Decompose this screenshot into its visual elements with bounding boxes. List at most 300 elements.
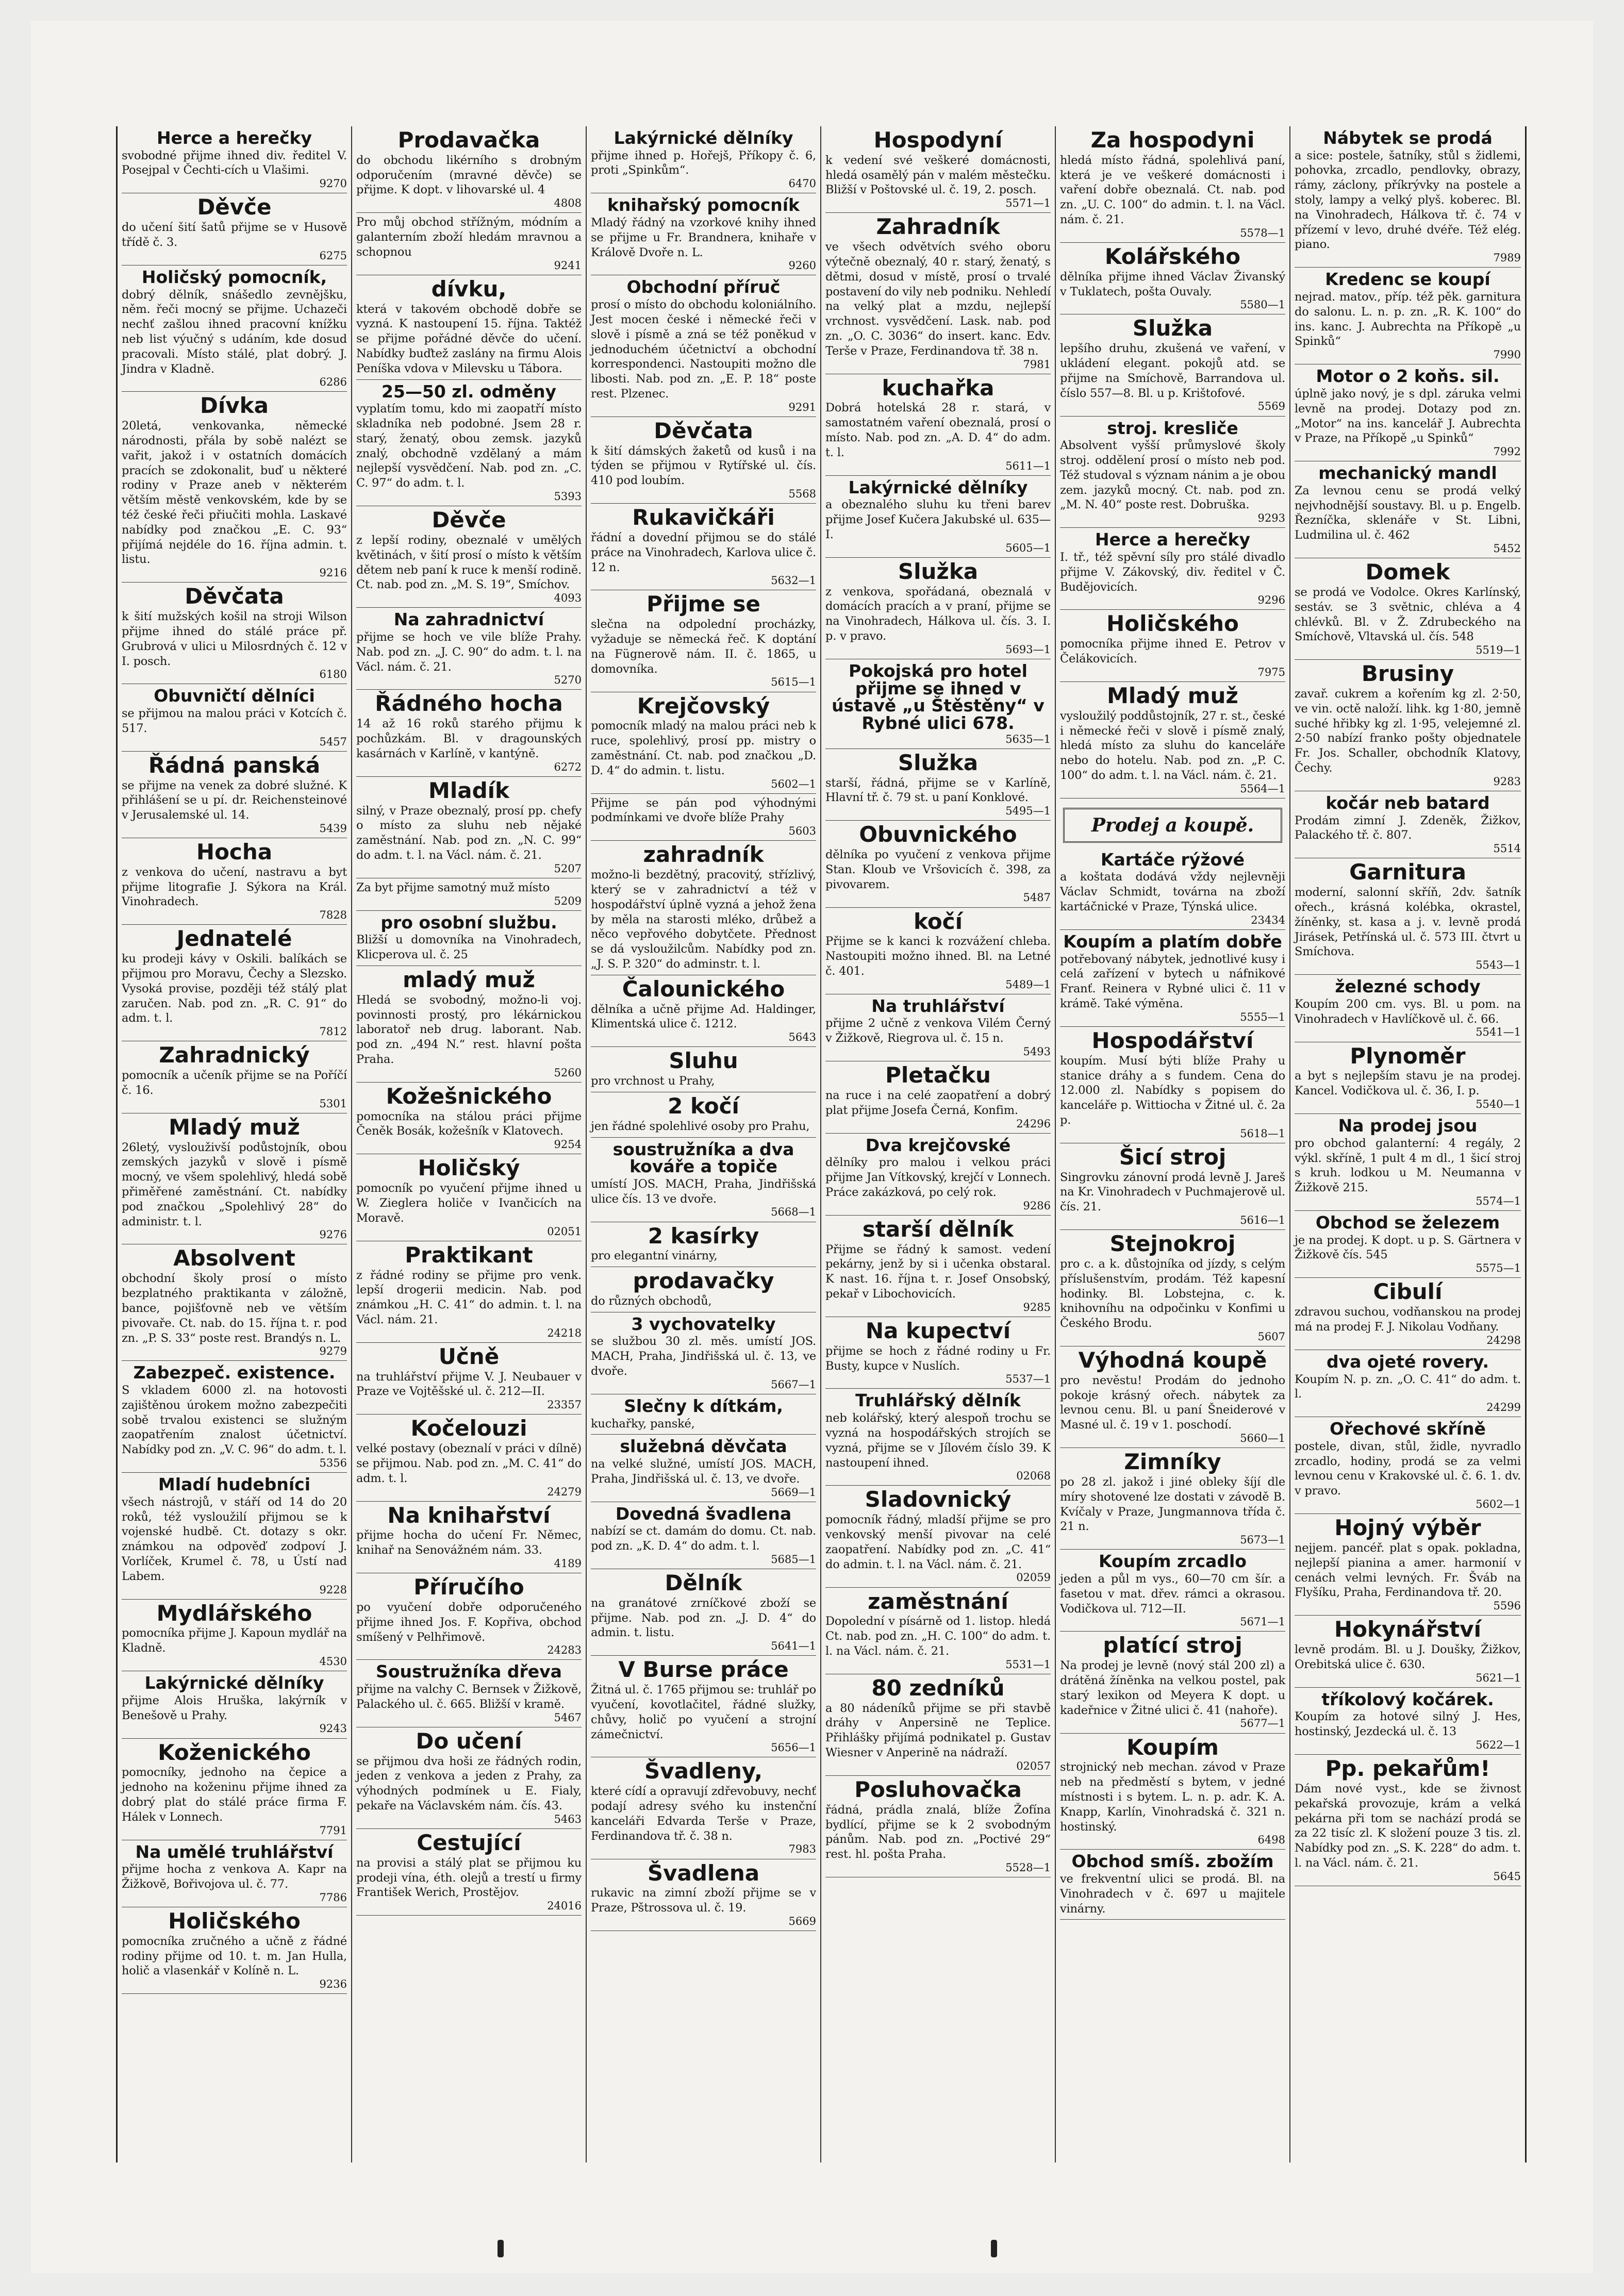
classified-ad bbox=[122, 1840, 347, 1907]
classified-ad bbox=[825, 1588, 1051, 1674]
ad-heading: Nábytek se prodá bbox=[1323, 128, 1493, 148]
ad-heading: mechanický mandl bbox=[1318, 463, 1497, 484]
ad-heading: Jednatelé bbox=[176, 926, 292, 952]
ad-text: Koupím 200 cm. vys. Bl. u pom. na Vinohradech v Havlíčkově ul. č. 66. bbox=[1295, 997, 1521, 1026]
ad-text: zdravou suchou, vodňanskou na prodej má na prodej F. J. Nikolau Vodňany. bbox=[1295, 1305, 1521, 1334]
ad-heading: Do učení bbox=[416, 1728, 522, 1754]
ad-heading: Hospodyní bbox=[873, 127, 1003, 153]
ad-text: na granátové zrníčkové zboží se přijme. Nab. pod zn. „J. D. 4“ do admin. t. listu. bbox=[591, 1596, 816, 1640]
classified-ad bbox=[356, 911, 582, 966]
ad-heading: Prodavačka bbox=[397, 127, 540, 153]
classified-ad bbox=[122, 193, 347, 265]
classified-ad bbox=[591, 193, 816, 275]
ad-text: starší, řádná, přijme se v Karlíně, Hlavní tř. č. 79 st. u paní Konklové. bbox=[825, 776, 1051, 805]
ad-heading: Zimníky bbox=[1124, 1449, 1221, 1475]
ad-heading: Motor o 2 koňs. sil. bbox=[1316, 366, 1500, 387]
ad-heading: Řádná panská bbox=[148, 752, 321, 778]
ad-heading: V Burse práce bbox=[618, 1657, 789, 1683]
ad-text: pomocníka zručného a učně z řádné rodiny přijme od 10. t. m. Jan Hulla, holič a vlasenkář v Kolíně n. L. bbox=[122, 1934, 347, 1978]
ad-text: Přijme se řádný k samost. vedení pekárny, jenž by si i učenka obstaral. K nast. 16. října t. r. Josef Onsobský, pekař v Libochovicích. bbox=[825, 1242, 1051, 1301]
classified-ad bbox=[356, 1727, 582, 1829]
classified-ad bbox=[825, 821, 1051, 907]
classified-ad bbox=[356, 966, 582, 1083]
ad-heading: Dělník bbox=[665, 1570, 742, 1596]
ad-text: přijme hocha do učení Fr. Němec, knihař na Senovážném nám. 33. bbox=[356, 1528, 582, 1557]
ad-code: 5685—1 bbox=[771, 1553, 816, 1566]
ad-code: 4189 bbox=[554, 1557, 582, 1570]
ad-heading: Absolvent bbox=[173, 1245, 295, 1271]
ad-code: 5645 bbox=[1493, 1870, 1521, 1883]
ad-text: a 80 nádeníků přijme se při stavbě dráhy v Anpersině ne Teplice. Přihlášky přijímá podnikatel p. Gustav Wiesner v Anperině na nádraží. bbox=[825, 1701, 1051, 1760]
classified-ad bbox=[825, 749, 1051, 821]
ad-code: 5602—1 bbox=[771, 777, 816, 790]
ad-heading: mladý muž bbox=[403, 967, 535, 992]
classified-ad bbox=[825, 476, 1051, 558]
classified-ad bbox=[1295, 1417, 1521, 1514]
ad-heading: služebná děvčata bbox=[620, 1436, 787, 1457]
ad-code: 24296 bbox=[1016, 1117, 1051, 1130]
ad-heading: stroj. kresliče bbox=[1107, 418, 1238, 438]
ad-heading: Služka bbox=[1132, 315, 1213, 341]
ad-code: 5393 bbox=[554, 490, 582, 503]
ad-heading: Kožešnického bbox=[386, 1083, 552, 1109]
classified-ad bbox=[825, 1317, 1051, 1389]
ad-code: 5555—1 bbox=[1240, 1010, 1285, 1023]
column-2 bbox=[352, 126, 587, 2162]
ad-heading: Kredenc se koupí bbox=[1325, 269, 1490, 290]
ad-code: 5487 bbox=[1023, 891, 1051, 904]
classified-ad bbox=[1060, 1230, 1285, 1346]
ad-text: přijme Alois Hruška, lakýrník v Benešově u Prahy. bbox=[122, 1693, 347, 1722]
ad-heading: Na truhlářství bbox=[871, 995, 1005, 1016]
ad-heading: Obuvničtí dělníci bbox=[154, 686, 315, 706]
classified-ad bbox=[1060, 1027, 1285, 1143]
classified-ad bbox=[122, 583, 347, 684]
ad-heading: Dovedná švadlena bbox=[615, 1503, 792, 1524]
ad-heading: Děvče bbox=[432, 507, 506, 533]
ad-heading: Mladík bbox=[428, 777, 509, 803]
classified-ad bbox=[122, 1739, 347, 1840]
ad-heading: Kočelouzi bbox=[410, 1416, 527, 1441]
classified-ad bbox=[1295, 461, 1521, 558]
ad-text: koupím. Musí býti blíže Prahy u stanice dráhy a s fundem. Cena do 12.000 zl. Nabídky s popisem do kanceláře p. Wittiocha v Žitné ul. č. 2a p. bbox=[1060, 1054, 1285, 1127]
ad-code: 5669—1 bbox=[771, 1486, 816, 1499]
ad-code: 9243 bbox=[319, 1722, 347, 1735]
ad-code: 5356 bbox=[319, 1457, 347, 1470]
ad-code: 5607 bbox=[1257, 1330, 1285, 1343]
ad-code: 23357 bbox=[547, 1399, 582, 1411]
classified-ad bbox=[1060, 930, 1285, 1027]
ad-text: a koštata dodává vždy nejlevněji Václav Schmidt, továrna na zboží kartáčnické v Praze, Týnská ulice. bbox=[1060, 870, 1285, 914]
ad-heading: Zabezpeč. existence. bbox=[133, 1362, 336, 1383]
ad-text: přijme 2 učně z venkova Vilém Černý v Žižkově, Riegrova ul. č. 15 n. bbox=[825, 1017, 1051, 1045]
ad-code: 24299 bbox=[1486, 1401, 1521, 1414]
ad-code: 5519—1 bbox=[1476, 644, 1521, 657]
ad-text: z venkova, spořádaná, obeznalá v domácích pracích a v praní, přijme se na Vinohradech, Hálkova ul. čís. 3. I. p. v pravo. bbox=[825, 585, 1051, 643]
ad-code: 7989 bbox=[1493, 252, 1521, 264]
page-mark-left bbox=[498, 2240, 504, 2257]
ad-code: 02057 bbox=[1016, 1759, 1051, 1772]
ad-code: 24218 bbox=[547, 1326, 582, 1339]
ad-code: 5207 bbox=[554, 862, 582, 875]
ad-code: 4530 bbox=[319, 1655, 347, 1668]
ad-code: 7975 bbox=[1257, 665, 1285, 678]
ad-text: pomocník mladý na malou práci neb k ruce, spolehlivý, prosí pp. mistry o zaměstnání. Ct. nab. pod značkou „D. D. 4“ do admin. t. listu. bbox=[591, 719, 816, 777]
classified-ad bbox=[1295, 1514, 1521, 1616]
ad-code: 5540—1 bbox=[1476, 1097, 1521, 1110]
ad-code: 5603 bbox=[788, 825, 816, 838]
ad-text: které cídí a opravují zdřevobuvy, nechť podají adresy svého ku instenční kanceláři Edvarda Terše v Praze, Ferdinandova tř. č. 38 n. bbox=[591, 1785, 816, 1843]
ad-code: 9286 bbox=[1023, 1199, 1051, 1212]
ad-text: Za byt přijme samotný muž místo bbox=[356, 880, 550, 894]
ad-text: silný, v Praze obeznalý, prosí pp. chefy o místo za sluhu neb nějaké zaměstnání. Nab. pod zn. „N. C. 99“ do adm. t. l. na Václ. nám. č. 21. bbox=[356, 804, 582, 862]
classified-columns bbox=[116, 126, 1527, 2162]
ad-heading: kočí bbox=[914, 908, 963, 934]
ad-text: vyplatím tomu, kdo mi zaopatří místo skladníka neb podobné. Jsem 28 r. starý, ženatý, obou zemsk. jazyků znalý, obchodně vzdělaný a mám nejlepší vysvědčení. Nab. pod zn. „C. C. 97“ do adm. t. l. bbox=[356, 402, 582, 490]
ad-heading: Lakýrnické dělníky bbox=[144, 1673, 324, 1693]
ad-text: obchodní školy prosí o místo bezplatného praktikanta v záložně, bance, pojišťovně neb ve větším pivovaře. Ct. nab. do 15. října t. r. pod zn. „P. S. 33“ poste rest. Brandýs n. L. bbox=[122, 1272, 347, 1345]
column-4 bbox=[821, 126, 1056, 2162]
classified-ad bbox=[1060, 682, 1285, 798]
ad-heading: Lakýrnické dělníky bbox=[848, 477, 1028, 497]
ad-heading: Truhlářský dělník bbox=[855, 1390, 1021, 1411]
ad-code: 7981 bbox=[1023, 358, 1051, 371]
ad-text: I. tř., též spěvní síly pro stálé divadlo přijme V. Zákovský, div. ředitel v Č. Budějovicích. bbox=[1060, 550, 1285, 594]
ad-heading: Dva krejčovské bbox=[865, 1135, 1011, 1155]
column-3 bbox=[587, 126, 821, 2162]
classified-ad bbox=[122, 265, 347, 392]
ad-text: lepšího druhu, zkušená ve vaření, v ukládení elegant. pokojů atd. se přijme na Smíchově, Barrandova ul. číslo 557—8. Bl. u p. Krištofové. bbox=[1060, 342, 1285, 400]
ad-heading: Dívka bbox=[200, 393, 269, 419]
classified-ad bbox=[356, 1241, 582, 1343]
classified-ad bbox=[356, 1415, 582, 1501]
ad-code: 5489—1 bbox=[1005, 978, 1051, 991]
ad-text: potřebovaný nábytek, jednotlivé kusy i celá zařízení v bytech u náfnikové Franť. Reinera v Rybné ulici č. 11 v krámě. Také výměna. bbox=[1060, 952, 1285, 1011]
classified-ad bbox=[825, 1776, 1051, 1877]
ad-heading: 2 kasírky bbox=[648, 1223, 759, 1249]
classified-ad bbox=[591, 1656, 816, 1757]
classified-ad bbox=[356, 1829, 582, 1916]
classified-ad bbox=[122, 1361, 347, 1473]
ad-code: 02051 bbox=[547, 1225, 582, 1238]
classified-ad bbox=[591, 1394, 816, 1435]
ad-heading: 25—50 zl. odměny bbox=[382, 381, 556, 402]
classified-ad bbox=[1295, 558, 1521, 660]
classified-ad bbox=[1060, 1346, 1285, 1448]
ad-heading: Praktikant bbox=[405, 1242, 533, 1268]
classified-ad bbox=[1295, 1755, 1521, 1886]
classified-ad bbox=[1060, 314, 1285, 416]
classified-ad bbox=[1295, 975, 1521, 1042]
ad-code: 02068 bbox=[1016, 1470, 1051, 1483]
ad-code: 9293 bbox=[1257, 512, 1285, 525]
classified-ad bbox=[356, 1343, 582, 1415]
ad-text: strojnický neb mechan. závod v Praze neb na předměstí s bytem, v jedné místnosti i s bytem. L. n. p. adr. K. A. Knapp, Karlín, Vinohradská č. 321 n. hostinský. bbox=[1060, 1760, 1285, 1834]
classified-ad bbox=[825, 659, 1051, 749]
ad-heading: dva ojeté rovery. bbox=[1326, 1351, 1489, 1372]
classified-ad bbox=[591, 975, 816, 1047]
ad-text: se službou 30 zl. měs. umístí JOS. MACH, Praha, Jindřišská ul. č. 13, ve dvoře. bbox=[591, 1335, 816, 1378]
classified-ad bbox=[591, 1569, 816, 1656]
classified-ad bbox=[1295, 364, 1521, 461]
classified-ad bbox=[122, 684, 347, 751]
ad-code: 5596 bbox=[1493, 1600, 1521, 1612]
classified-ad bbox=[825, 1216, 1051, 1317]
ad-code: 4093 bbox=[554, 592, 582, 605]
ad-heading: soustružníka a dva kováře a topiče bbox=[612, 1139, 794, 1177]
ad-code: 5615—1 bbox=[771, 676, 816, 689]
ad-text: 14 až 16 roků starého přijmu k pochůzkám. Bl. v dragounských kasárnách v Karlíně, v kantýně. bbox=[356, 717, 582, 760]
ad-code: 23434 bbox=[1251, 913, 1285, 926]
ad-heading: Koupím bbox=[1126, 1734, 1219, 1760]
classified-ad bbox=[825, 213, 1051, 374]
ad-text: přijme se hoch ve vile blíže Prahy. Nab. pod zn. „J. C. 90“ do adm. t. l. na Václ. nám. č. 21. bbox=[356, 630, 582, 674]
ad-heading: Hospodářství bbox=[1091, 1027, 1254, 1053]
ad-text: jen řádné spolehlivé osoby pro Prahu, bbox=[591, 1119, 810, 1133]
ad-code: 5677—1 bbox=[1240, 1717, 1285, 1730]
ad-code: 7786 bbox=[319, 1891, 347, 1904]
classified-ad bbox=[1295, 126, 1521, 268]
classified-ad bbox=[1060, 1850, 1285, 1920]
classified-ad bbox=[122, 752, 347, 838]
ad-heading: Soustružníka dřeva bbox=[376, 1661, 562, 1682]
ad-text: Za levnou cenu se prodá velký nejvhodnější soustavy. Bl. u p. Engelb. Řezníčka, sklenáře v St. Libni, Ludmilina ul. č. 462 bbox=[1295, 484, 1521, 542]
ad-text: pro c. a k. důstojníka od jízdy, s celým příslušenstvím, prodám. Též kapesní hodinky. Bl. Lobstejna, c. k. knihovníhu na odpočinku v Konfimi u Českého Brodu. bbox=[1060, 1257, 1285, 1330]
ad-code: 5463 bbox=[554, 1812, 582, 1825]
ad-code: 5578—1 bbox=[1240, 226, 1285, 239]
classified-ad bbox=[1295, 791, 1521, 858]
classified-ad bbox=[1295, 1350, 1521, 1417]
ad-heading: Služka bbox=[898, 558, 979, 584]
ad-code: 5260 bbox=[554, 1066, 582, 1079]
ad-heading: pro osobní službu. bbox=[380, 912, 557, 933]
ad-code: 6286 bbox=[319, 376, 347, 389]
ad-heading: železné schody bbox=[1335, 976, 1481, 997]
ad-heading: Sladovnický bbox=[865, 1487, 1012, 1512]
ad-heading: Koupím zrcadlo bbox=[1099, 1551, 1247, 1572]
ad-text: pomocník a učeník přijme se na Poříčí č. 16. bbox=[122, 1069, 347, 1097]
classified-ad bbox=[591, 1092, 816, 1138]
classified-ad bbox=[591, 1047, 816, 1092]
ad-text: 26letý, vyslouživší podůstojník, obou zemských jazyků v slově i písmě mocný, ve všem spolehlivý, hledá sobě přiměřené zaměstnání. Ct. nabídky pod značkou „Spolehlivý 28“ do administr. t. l. bbox=[122, 1140, 347, 1228]
ad-text: po vyučení dobře odporučeného přijme ihned Jos. F. Kopřiva, obchod smíšený v Pelhřimově. bbox=[356, 1600, 582, 1644]
classified-ad bbox=[591, 1267, 816, 1312]
ad-heading: Obuvnického bbox=[859, 822, 1017, 847]
classified-ad bbox=[591, 692, 816, 794]
ad-text: řádní a dovední přijmou se do stálé práce na Vinohradech, Karlova ulice č. 12 n. bbox=[591, 530, 816, 574]
ad-text: a sice: postele, šatníky, stůl s židlemi, pohovka, zrcadlo, pendlovky, obrazy, rámy, záclony, příkrývky na postele a stoly, lampy a velký plyš. koberec. Bl. na Vinohradech, Hálkova tř. č. 74 v přízemí v levo, druhé dvéře. Též elég. piano. bbox=[1295, 148, 1521, 252]
classified-ad bbox=[1295, 1211, 1521, 1278]
ad-heading: platící stroj bbox=[1103, 1633, 1242, 1658]
classified-ad bbox=[591, 504, 816, 590]
ad-code: 7983 bbox=[788, 1843, 816, 1856]
ad-code: 5673—1 bbox=[1240, 1534, 1285, 1546]
ad-code: 5618—1 bbox=[1240, 1127, 1285, 1140]
ad-code: 5541—1 bbox=[1476, 1026, 1521, 1039]
ad-heading: Brusiny bbox=[1361, 661, 1454, 687]
page-mark-right bbox=[991, 2240, 997, 2257]
ad-code: 24016 bbox=[547, 1900, 582, 1912]
ad-heading: Čalounického bbox=[622, 976, 785, 1002]
ad-code: 6470 bbox=[788, 177, 816, 190]
classified-ad bbox=[1060, 1632, 1285, 1733]
ad-code: 5209 bbox=[554, 894, 582, 907]
classified-ad bbox=[122, 1907, 347, 1994]
ad-heading: Na zahradnictví bbox=[393, 609, 544, 630]
ad-code: 6180 bbox=[319, 668, 347, 681]
ad-code: 5564—1 bbox=[1240, 782, 1285, 795]
newspaper-page bbox=[31, 21, 1593, 2273]
ad-heading: Hocha bbox=[196, 839, 273, 865]
ad-text: na truhlářství přijme V. J. Neubauer v Praze ve Vojtěšské ul. č. 212—II. bbox=[356, 1370, 582, 1399]
ad-text: Koupím N. p. zn. „O. C. 41“ do adm. t. l. bbox=[1295, 1372, 1521, 1401]
ad-code: 5611—1 bbox=[1005, 459, 1051, 472]
ad-code: 9241 bbox=[554, 259, 582, 272]
classified-ad bbox=[1060, 1448, 1285, 1550]
ad-heading: Holičského bbox=[1106, 611, 1239, 637]
ad-text: nejrad. matov., příp. též pěk. garnitura do salonu. L. n. p. zn. „R. K. 100“ do ins. kanc. J. Aubrechta na Příkopě „u Spinků“ bbox=[1295, 290, 1521, 348]
ad-heading: Cestující bbox=[417, 1829, 521, 1855]
ad-text: Žitná ul. č. 1765 přijmou se: truhlář po vyučení, kovotlačitel, řádné služky, chůvy, holič po vyučení a strojní zámečnictví. bbox=[591, 1683, 816, 1741]
classified-ad bbox=[825, 374, 1051, 476]
ad-text: zavař. cukrem a kořením kg zl. 2·50, ve vin. octě naloží. lihk. kg 1·80, jemně suché hřibky kg zl. 1·95, velejemné zl. 2·50 nabízí franko pošty objednatele Fr. Jos. Schaller, obchodník Klatovy, Čechy. bbox=[1295, 687, 1521, 775]
classified-ad bbox=[591, 1435, 816, 1502]
ad-heading: Mladí hudebníci bbox=[158, 1474, 311, 1495]
ad-code: 5571—1 bbox=[1005, 197, 1051, 210]
ad-text: která v takovém obchodě dobře se vyzná. K nastoupení 15. října. Taktéž se přijme pořádné děvče do učení. Nabídky buďtež zaslány na firmu Alois Peníška vdova v Milevsku u Tábora. bbox=[356, 302, 582, 375]
ad-text: se přijmou na malou práci v Kotcích č. 517. bbox=[122, 707, 347, 735]
classified-ad bbox=[1060, 243, 1285, 315]
classified-ad bbox=[591, 1502, 816, 1569]
ad-text: pro vrchnost u Prahy, bbox=[591, 1074, 715, 1088]
classified-ad bbox=[1060, 1143, 1285, 1230]
ad-code: 5301 bbox=[319, 1097, 347, 1110]
ad-text: nabízí se ct. damám do domu. Ct. nab. pod zn. „K. D. 4“ do adm. t. l. bbox=[591, 1524, 816, 1553]
ad-text: ve všech odvětvích svého oboru výtečně obeznalý, 40 r. starý, ženatý, s dětmi, dosud v místě, prosí o trvalé postavení do vily neb podniku. Nehledí na velký plat a mzdu, nejlepší vrchnost. vysvědčení. Lask. nab. pod zn. „O. C. 3036“ do insert. kanc. Edv. Terše v Praze, Ferdinandova tř. 38 n. bbox=[825, 240, 1051, 358]
ad-code: 9270 bbox=[319, 177, 347, 190]
ad-text: pomocník po vyučení přijme ihned u W. Zieglera holiče v Ivančicích na Moravě. bbox=[356, 1182, 582, 1225]
ad-text: pomocník řádný, mladší přijme se pro venkovský menší pivovar na celé zaopatření. Nabídky pod zn. „C. 41“ do admin. t. l. na Václ. nám. č. 21. bbox=[825, 1513, 1051, 1571]
ad-text: možno-li bezdětný, pracovitý, střízlivý, který se v zahradnictví a též v hospodářství úplně vyzná a jehož žena by měla na starosti mléko, drůbež a něco vepřového dobytčete. Přednost se dá vysloužilcům. Nabídky pod zn. „J. S. P. 320“ do adminstr. t. l. bbox=[591, 868, 816, 971]
ad-heading: Obchod smíš. zbožím bbox=[1071, 1851, 1274, 1872]
ad-text: hledá místo řádná, spolehlivá paní, která je ve veškeré domácnosti i vaření dobře obeznalá. Ct. nab. pod zn. „U. C. 100“ do admin. t. l. na Václ. nám. č. 21. bbox=[1060, 153, 1285, 227]
ad-code: 5622—1 bbox=[1476, 1739, 1521, 1752]
classified-ad bbox=[356, 878, 582, 911]
ad-code: 7992 bbox=[1493, 445, 1521, 458]
ad-heading: Stejnokroj bbox=[1109, 1231, 1236, 1257]
ad-text: pro obchod galanterní: 4 regály, 2 výkl. skříně, 1 pult 4 m dl., 1 šicí stroj s kruh. lodkou u M. Neumanna v Žižkově 215. bbox=[1295, 1136, 1521, 1195]
ad-code: 02059 bbox=[1016, 1571, 1051, 1584]
ad-text: na velké služné, umístí JOS. MACH, Praha, Jindřišská ul. č. 13, ve dvoře. bbox=[591, 1457, 816, 1486]
classified-ad bbox=[591, 841, 816, 975]
classified-ad bbox=[356, 506, 582, 608]
classified-ad bbox=[356, 1502, 582, 1574]
ad-text: přijme ihned p. Hořejš, Příkopy č. 6, proti „Spinkům“. bbox=[591, 148, 816, 177]
classified-ad bbox=[356, 777, 582, 878]
ad-heading: Děvčata bbox=[654, 418, 753, 443]
classified-ad bbox=[122, 1473, 347, 1600]
ad-heading: Na prodej jsou bbox=[1338, 1116, 1478, 1136]
ad-text: Dám nové vyst., kde se živnost pekařská provozuje, krám a velká pekárna při tom se nachází prodá se za 22 tisíc zl. K složení pouze 3 tis. zl. Nabídky pod zn. „S. K. 228“ do adm. t. l. na Václ. nám. č. 21. bbox=[1295, 1782, 1521, 1870]
ad-heading: Pokojská pro hotel přijme se ihned v ústavě „u Štěstěny“ v Rybné ulici 678. bbox=[832, 660, 1045, 733]
classified-ad bbox=[1295, 1688, 1521, 1755]
ad-code: 5531—1 bbox=[1005, 1658, 1051, 1671]
classified-ad bbox=[591, 1138, 816, 1222]
ad-code: 5493 bbox=[1023, 1045, 1051, 1058]
classified-ad bbox=[1295, 1616, 1521, 1688]
ad-heading: Plynoměr bbox=[1350, 1043, 1466, 1069]
ad-heading: zaměstnání bbox=[868, 1588, 1008, 1614]
ad-text: ku prodeji kávy v Oskili. balíkách se přijmou pro Moravu, Čechy a Slezsko. Vysoká provise, později též stálý plat zaručen. Nab. pod zn. „R. C. 91“ do adm. t. l. bbox=[122, 952, 347, 1025]
ad-heading: Posluhovačka bbox=[854, 1776, 1022, 1802]
classified-ad bbox=[1060, 1734, 1285, 1850]
ad-text: Na prodej je levně (nový stál 200 zl) a drátěná žíněnka na velkou postel, pak starý lexikon od Meyera K dopt. u kadeřnice v Žitné ulici č. 41 (nahoře). bbox=[1060, 1659, 1285, 1717]
ad-text: řádná, prádla znalá, blíže Žofína bydlící, přijme se k 2 svobodným pánům. Nab. pod zn. „Poctivé 29“ rest. hl. pošta Praha. bbox=[825, 1803, 1051, 1861]
ad-heading: Holičského bbox=[168, 1908, 301, 1934]
ad-text: se přijme na venek za dobré služné. K přihlášení se u pí. dr. Reichensteinové v Jerusalemské ul. 14. bbox=[122, 778, 347, 822]
ad-text: z lepší rodiny, obeznalé v umělých květinách, v šití prosí o místo k větším dětem neb paní k ruce k menší rodině. Ct. nab. pod zn. „M. S. 19“, Smíchov. bbox=[356, 533, 582, 592]
ad-code: 5632—1 bbox=[771, 574, 816, 587]
classified-ad bbox=[356, 690, 582, 776]
ad-text: velké postavy (obeznalí v práci v dílně) se přijmou. Nab. pod zn. „M. C. 41“ do adm. t. l. bbox=[356, 1442, 582, 1485]
classified-ad bbox=[122, 1600, 347, 1672]
classified-ad bbox=[1295, 858, 1521, 975]
classified-ad bbox=[356, 1083, 582, 1155]
classified-ad bbox=[356, 1573, 582, 1660]
ad-heading: 2 kočí bbox=[668, 1093, 739, 1119]
ad-heading: Ořechové skříně bbox=[1330, 1419, 1486, 1439]
ad-code: 9276 bbox=[319, 1228, 347, 1241]
ad-code: 5575—1 bbox=[1476, 1262, 1521, 1275]
ad-heading: Koženického bbox=[158, 1739, 311, 1765]
ad-heading: Garnitura bbox=[1349, 859, 1466, 885]
ad-code: 5467 bbox=[554, 1711, 582, 1724]
ad-heading: Mladý muž bbox=[169, 1114, 300, 1140]
ad-code: 5537—1 bbox=[1005, 1373, 1051, 1386]
classified-ad bbox=[1060, 417, 1285, 528]
ad-text: se přijmou dva hoši ze řádných rodin, jeden z venkova a jeden z Prahy, za výhodných podmínek u E. Fialy, pekaře na Václavském nám. čís. 43. bbox=[356, 1754, 582, 1813]
ad-heading: Kolářského bbox=[1104, 243, 1241, 269]
classified-ad bbox=[1060, 848, 1285, 930]
ad-heading: Lakýrnické dělníky bbox=[614, 128, 793, 148]
ad-code: 9296 bbox=[1257, 594, 1285, 607]
ad-text: ve frekventní ulici se prodá. Bl. na Vinohradech v č. 697 u majitele vinárny. bbox=[1060, 1872, 1285, 1916]
classified-ad bbox=[1060, 1550, 1285, 1632]
ad-code: 5616—1 bbox=[1240, 1214, 1285, 1227]
ad-code: 9228 bbox=[319, 1583, 347, 1596]
ad-code: 9291 bbox=[788, 401, 816, 413]
ad-text: pomocníky, jednoho na čepice a jednoho na koženinu přijme ihned za dobrý plat do stálé práce firma F. Hálek v Lonnech. bbox=[122, 1766, 347, 1824]
classified-ad bbox=[1295, 1114, 1521, 1211]
ad-text: pomocníka přijme ihned E. Petrov v Čelákovicích. bbox=[1060, 637, 1285, 666]
classified-ad bbox=[122, 1113, 347, 1245]
column-1 bbox=[118, 126, 352, 2162]
ad-text: dělníka po vyučení z venkova přijme Stan. Kloub ve Vršovicích č. 398, za pivovarem. bbox=[825, 848, 1051, 891]
ad-text: Přijme se k kanci k rozvážení chleba. Nastoupiti možno ihned. Bl. na Letné č. 401. bbox=[825, 935, 1051, 978]
ad-code: 7791 bbox=[319, 1824, 347, 1837]
ad-heading: Švadleny, bbox=[644, 1758, 763, 1784]
classified-ad bbox=[356, 126, 582, 213]
classified-ad bbox=[825, 1134, 1051, 1216]
ad-heading: Na umělé truhlářství bbox=[135, 1841, 334, 1862]
ad-code: 24298 bbox=[1486, 1334, 1521, 1346]
ad-text: dělníka přijme ihned Václav Živanský v Tuklatech, pošta Ouvaly. bbox=[1060, 270, 1285, 298]
ad-code: 5602—1 bbox=[1476, 1498, 1521, 1511]
ad-text: k šití dámských žaketů od kusů i na týden se přijmou v Rytířské ul. čís. 410 pod loubím. bbox=[591, 444, 816, 488]
ad-text: z řádné rodiny se přijme pro venk. lepší drogerii medicin. Nab. pod známkou „H. C. 41“ do admin. t. l. na Václ. nám. 21. bbox=[356, 1268, 582, 1326]
ad-heading: Děvče bbox=[197, 194, 272, 220]
ad-code: 24283 bbox=[547, 1644, 582, 1657]
